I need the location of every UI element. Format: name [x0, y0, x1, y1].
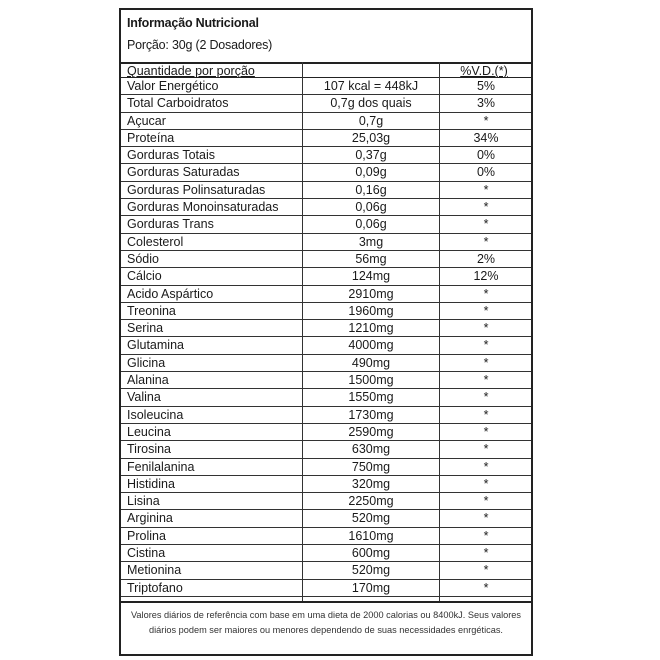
- nutrient-daily-value: *: [483, 546, 489, 561]
- nutrient-quantity: 0,06g: [355, 200, 387, 215]
- nutrient-name: Gorduras Trans: [127, 217, 214, 232]
- nutrient-daily-value: *: [483, 494, 489, 509]
- table-row: [121, 164, 531, 181]
- table-row: [121, 95, 531, 112]
- nutrient-quantity: 490mg: [351, 355, 391, 370]
- nutrient-name: Gorduras Monoinsaturadas: [127, 200, 279, 215]
- nutrient-quantity: 630mg: [351, 442, 391, 457]
- nutrient-daily-value: *: [483, 113, 489, 128]
- nutrient-name: Gorduras Totais: [127, 148, 216, 163]
- table-row: [121, 268, 531, 285]
- nutrient-daily-value: *: [483, 217, 489, 232]
- nutrient-name: Valor Energético: [127, 79, 219, 93]
- nutrient-name: Alanina: [127, 373, 169, 388]
- table-row: [121, 147, 531, 164]
- nutrient-quantity: 320mg: [351, 476, 391, 491]
- nutrient-quantity: 4000mg: [348, 338, 394, 353]
- nutrient-daily-value: *: [483, 286, 489, 301]
- table-row: [121, 441, 531, 458]
- nutrient-quantity: 1960mg: [348, 303, 394, 318]
- nutrient-name: Histidina: [127, 476, 175, 491]
- nutrient-daily-value: 34%: [473, 130, 499, 145]
- nutrient-quantity: 520mg: [351, 511, 391, 526]
- nutrient-name: Isoleucina: [127, 407, 184, 422]
- nutrient-name: Açucar: [127, 113, 166, 128]
- table-row: [121, 355, 531, 372]
- nutrient-quantity: 2910mg: [348, 286, 394, 301]
- table-row: [121, 389, 531, 406]
- nutrient-name: Cálcio: [127, 269, 162, 284]
- nutrient-quantity: 0,37g: [355, 148, 387, 163]
- table-row: [121, 303, 531, 320]
- table-row: [121, 234, 531, 251]
- table-row: [121, 113, 531, 130]
- nutrient-daily-value: *: [483, 407, 489, 422]
- nutrient-name: Serina: [127, 321, 164, 336]
- nutrient-name: Cistina: [127, 546, 166, 561]
- nutrient-daily-value: *: [483, 459, 489, 474]
- table-row: [121, 407, 531, 424]
- header-quantity-per-serving: Quantidade por porção: [127, 64, 255, 78]
- nutrient-name: Lisina: [127, 494, 160, 509]
- nutrient-name: Sódio: [127, 251, 159, 266]
- nutrient-quantity: 600mg: [351, 546, 391, 561]
- nutrient-daily-value: *: [483, 200, 489, 215]
- nutrient-daily-value: *: [483, 373, 489, 388]
- table-row: [121, 372, 531, 389]
- nutrient-daily-value: *: [483, 355, 489, 370]
- table-row: [121, 199, 531, 216]
- table-row: [121, 251, 531, 268]
- nutrient-quantity: 1730mg: [348, 407, 394, 422]
- nutrient-table: [121, 78, 531, 597]
- nutrient-daily-value: 12%: [473, 269, 499, 284]
- nutrient-daily-value: *: [483, 338, 489, 353]
- nutrient-quantity: 124mg: [351, 269, 391, 284]
- nutrient-daily-value: *: [483, 234, 489, 249]
- nutrient-name: Gorduras Saturadas: [127, 165, 240, 180]
- nutrient-daily-value: *: [483, 563, 489, 578]
- nutrient-daily-value: *: [483, 476, 489, 491]
- nutrient-daily-value: *: [483, 442, 489, 457]
- nutrient-quantity: 0,7g dos quais: [330, 96, 412, 111]
- nutrient-name: Acido Aspártico: [127, 286, 214, 301]
- table-header: [121, 62, 531, 78]
- nutrition-facts-label: [119, 8, 533, 656]
- nutrient-daily-value: *: [483, 511, 489, 526]
- nutrient-name: Proteína: [127, 130, 175, 145]
- header-daily-value: %V.D.(*): [460, 64, 508, 78]
- nutrient-daily-value: 0%: [476, 165, 496, 180]
- nutrient-daily-value: 5%: [476, 79, 496, 93]
- footnote: Valores diários de referência com base em uma dieta de 2000 calorias ou 8400kJ. Seus valores diários podem ser maiores ou menores dependendo de suas necessidades enrgéticas.: [121, 601, 531, 654]
- table-row: [121, 459, 531, 476]
- nutrient-quantity: 1550mg: [348, 390, 394, 405]
- nutrient-quantity: 2590mg: [348, 424, 394, 439]
- table-row: [121, 510, 531, 527]
- nutrient-quantity: 0,09g: [355, 165, 387, 180]
- nutrient-daily-value: *: [483, 528, 489, 543]
- nutrient-daily-value: 0%: [476, 148, 496, 163]
- nutrient-daily-value: 3%: [476, 96, 496, 111]
- table-row: [121, 320, 531, 337]
- nutrient-quantity: 1500mg: [348, 373, 394, 388]
- nutrient-name: Metionina: [127, 563, 182, 578]
- nutrient-name: Leucina: [127, 424, 171, 439]
- table-row: [121, 78, 531, 95]
- table-row: [121, 493, 531, 510]
- table-row: [121, 476, 531, 493]
- nutrient-quantity: 520mg: [351, 563, 391, 578]
- table-row: [121, 130, 531, 147]
- nutrient-name: Prolina: [127, 528, 166, 543]
- label-title: Informação Nutricional: [127, 16, 259, 30]
- nutrient-quantity: 0,06g: [355, 217, 387, 232]
- nutrient-quantity: 0,7g: [358, 113, 384, 128]
- nutrient-daily-value: 2%: [476, 251, 496, 266]
- nutrient-name: Total Carboidratos: [127, 96, 229, 111]
- nutrient-name: Colesterol: [127, 234, 184, 249]
- nutrient-name: Treonina: [127, 303, 176, 318]
- nutrient-quantity: 0,16g: [355, 182, 387, 197]
- nutrient-name: Fenilalanina: [127, 459, 195, 474]
- nutrient-quantity: 3mg: [358, 234, 384, 249]
- portion-size: Porção: 30g (2 Dosadores): [127, 38, 273, 52]
- nutrient-quantity: 170mg: [351, 580, 391, 595]
- nutrient-daily-value: *: [483, 303, 489, 318]
- nutrient-name: Triptofano: [127, 580, 183, 595]
- nutrient-daily-value: *: [483, 321, 489, 336]
- table-row: [121, 562, 531, 579]
- nutrient-quantity: 25,03g: [351, 130, 391, 145]
- nutrient-name: Tirosina: [127, 442, 171, 457]
- nutrient-quantity: 1210mg: [348, 321, 394, 336]
- table-row: [121, 528, 531, 545]
- nutrient-daily-value: *: [483, 424, 489, 439]
- table-row: [121, 182, 531, 199]
- nutrient-daily-value: *: [483, 390, 489, 405]
- table-row: [121, 286, 531, 303]
- nutrient-name: Glutamina: [127, 338, 184, 353]
- table-row: [121, 580, 531, 597]
- table-row: [121, 545, 531, 562]
- nutrient-daily-value: *: [483, 580, 489, 595]
- nutrient-quantity: 2250mg: [348, 494, 394, 509]
- nutrient-name: Valina: [127, 390, 161, 405]
- table-row: [121, 337, 531, 354]
- nutrient-quantity: 1610mg: [348, 528, 394, 543]
- nutrient-quantity: 750mg: [351, 459, 391, 474]
- table-row: [121, 216, 531, 233]
- table-row: [121, 424, 531, 441]
- nutrient-daily-value: *: [483, 182, 489, 197]
- nutrient-quantity: 56mg: [355, 251, 387, 266]
- nutrient-quantity: 107 kcal = 448kJ: [323, 79, 419, 93]
- nutrient-name: Arginina: [127, 511, 173, 526]
- nutrient-name: Gorduras Polinsaturadas: [127, 182, 266, 197]
- nutrient-name: Glicina: [127, 355, 166, 370]
